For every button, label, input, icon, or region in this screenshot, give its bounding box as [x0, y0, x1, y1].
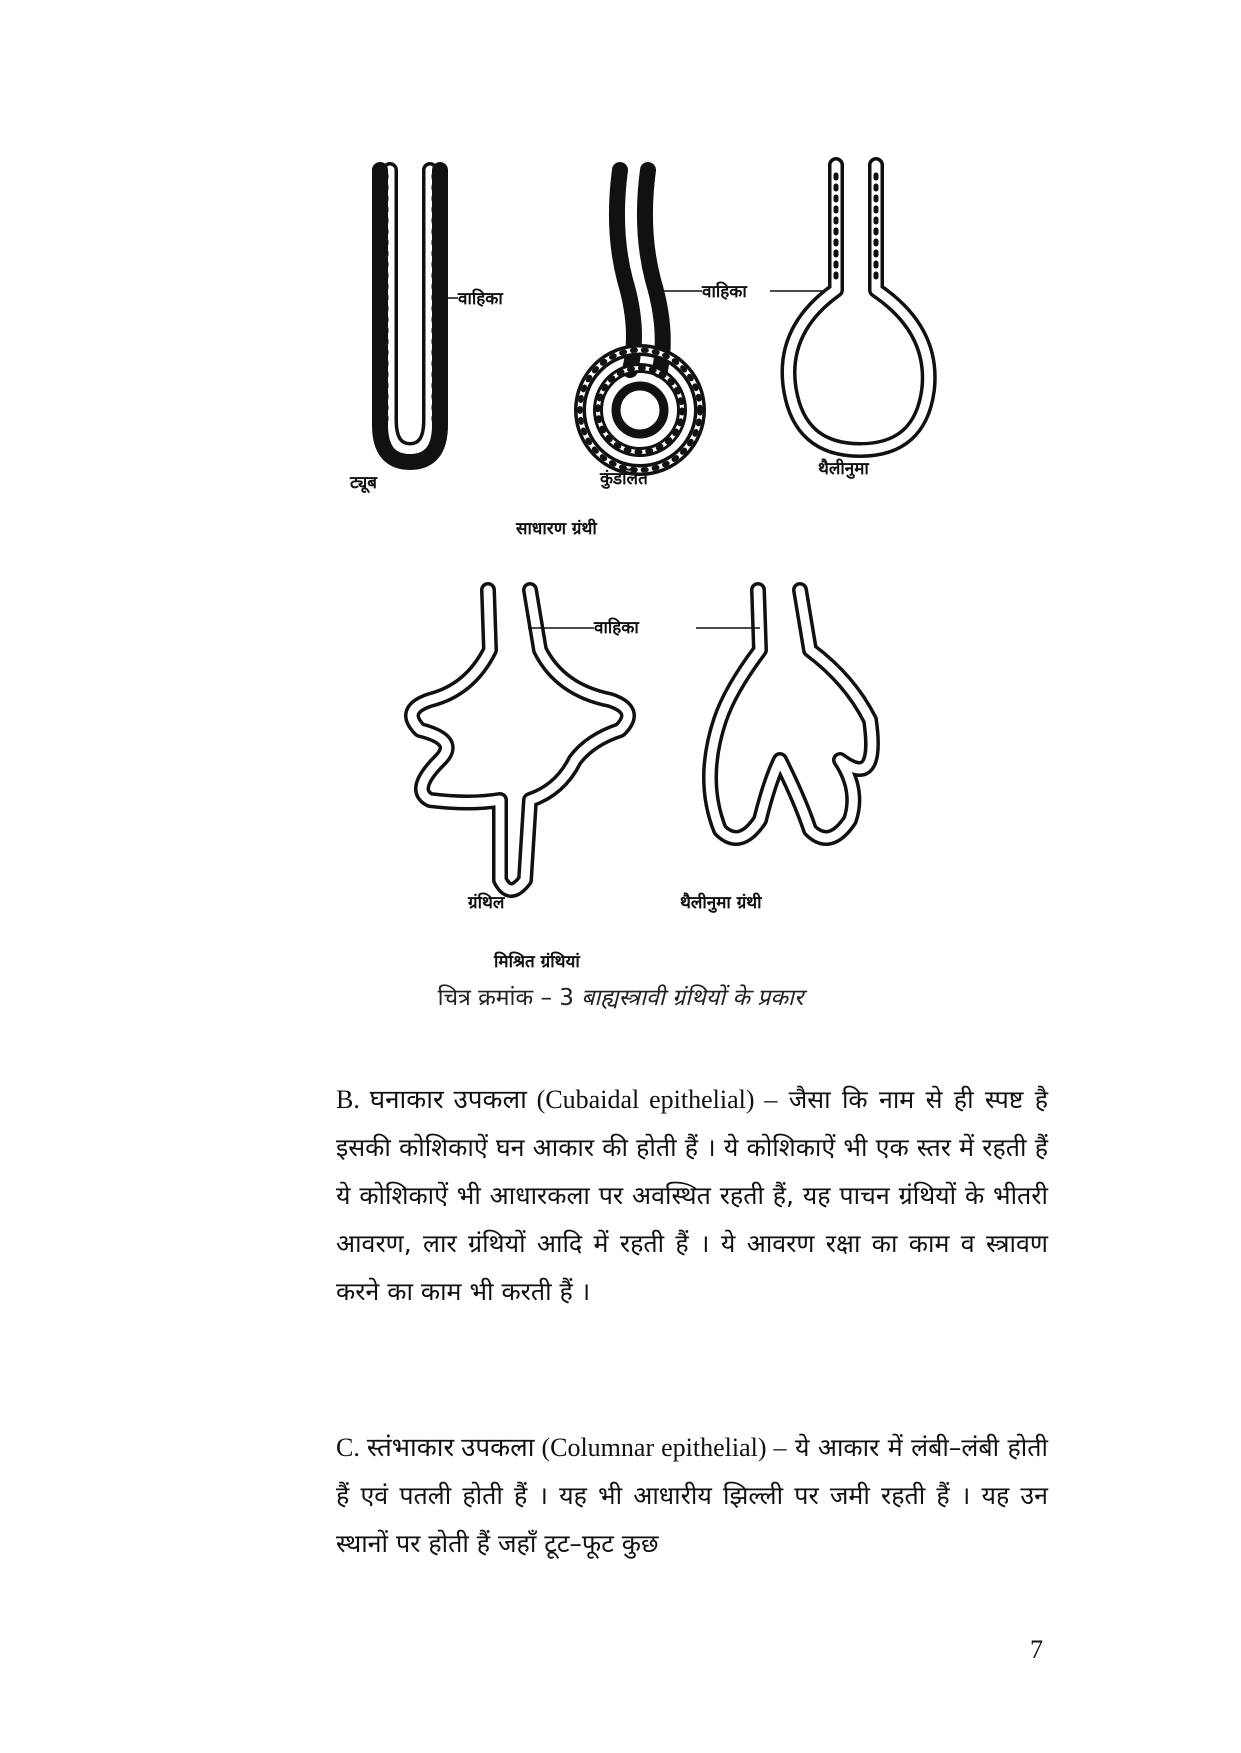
section-b-paragraph [336, 1076, 1048, 1316]
compound-sac-gland-drawing [710, 590, 872, 838]
compound-gland-group-label: मिश्रित ग्रंथियां [494, 952, 580, 972]
section-c-text: ये आकार में लंबी–लंबी होती हैं एवं पतली होती हैं । यह भी आधारीय झिल्ली पर जमी रहती हैं । यह उन स्थानों पर होती हैं जहाँ टूट–फूट कुछ [336, 1433, 1048, 1558]
duct-label-3: वाहिका [594, 618, 639, 638]
coiled-label: कुंडलित [600, 469, 648, 489]
figure-number: चित्र क्रमांक – 3 [437, 985, 574, 1011]
tube-label: ट्यूब [350, 473, 377, 493]
coiled-gland-drawing [580, 170, 700, 470]
section-c-heading: C. स्तंभाकार उपकला (Columnar epithelial) – [336, 1433, 787, 1462]
tubular-gland-drawing [380, 170, 440, 462]
section-b-heading: B. घनाकार उपकला (Cubaidal epithelial) – [336, 1085, 778, 1114]
tubular-label: ग्रंथिल [468, 893, 505, 913]
duct-label-2: वाहिका [702, 282, 747, 302]
sac-gland-drawing [788, 165, 928, 450]
figure-title: बाह्यस्त्रावी ग्रंथियों के प्रकार [581, 985, 804, 1011]
sac-label: थैलीनुमा [818, 459, 869, 479]
simple-gland-group-label: साधारण ग्रंथी [516, 519, 597, 539]
compound-sac-label: थैलीनुमा ग्रंथी [680, 893, 762, 913]
section-c-paragraph [336, 1424, 1048, 1568]
section-b-text: जैसा कि नाम से ही स्पष्ट है इसकी कोशिकाऐं घन आकार की होती हैं । ये कोशिकाऐं भी एक स्तर में रहती हैं ये कोशिकाऐं भी आधारकला पर अवस्थित रहती हैं, यह पाचन ग्रंथियों के भीतरी आवरण, लार ग्रंथियों आदि में रहती हैं । ये आवरण रक्षा का काम व स्त्रावण करने का काम भी करती हैं । [336, 1085, 1048, 1306]
page-number: 7 [1030, 1635, 1043, 1664]
duct-label-1: वाहिका [458, 289, 503, 309]
figure-caption [0, 980, 1241, 1012]
